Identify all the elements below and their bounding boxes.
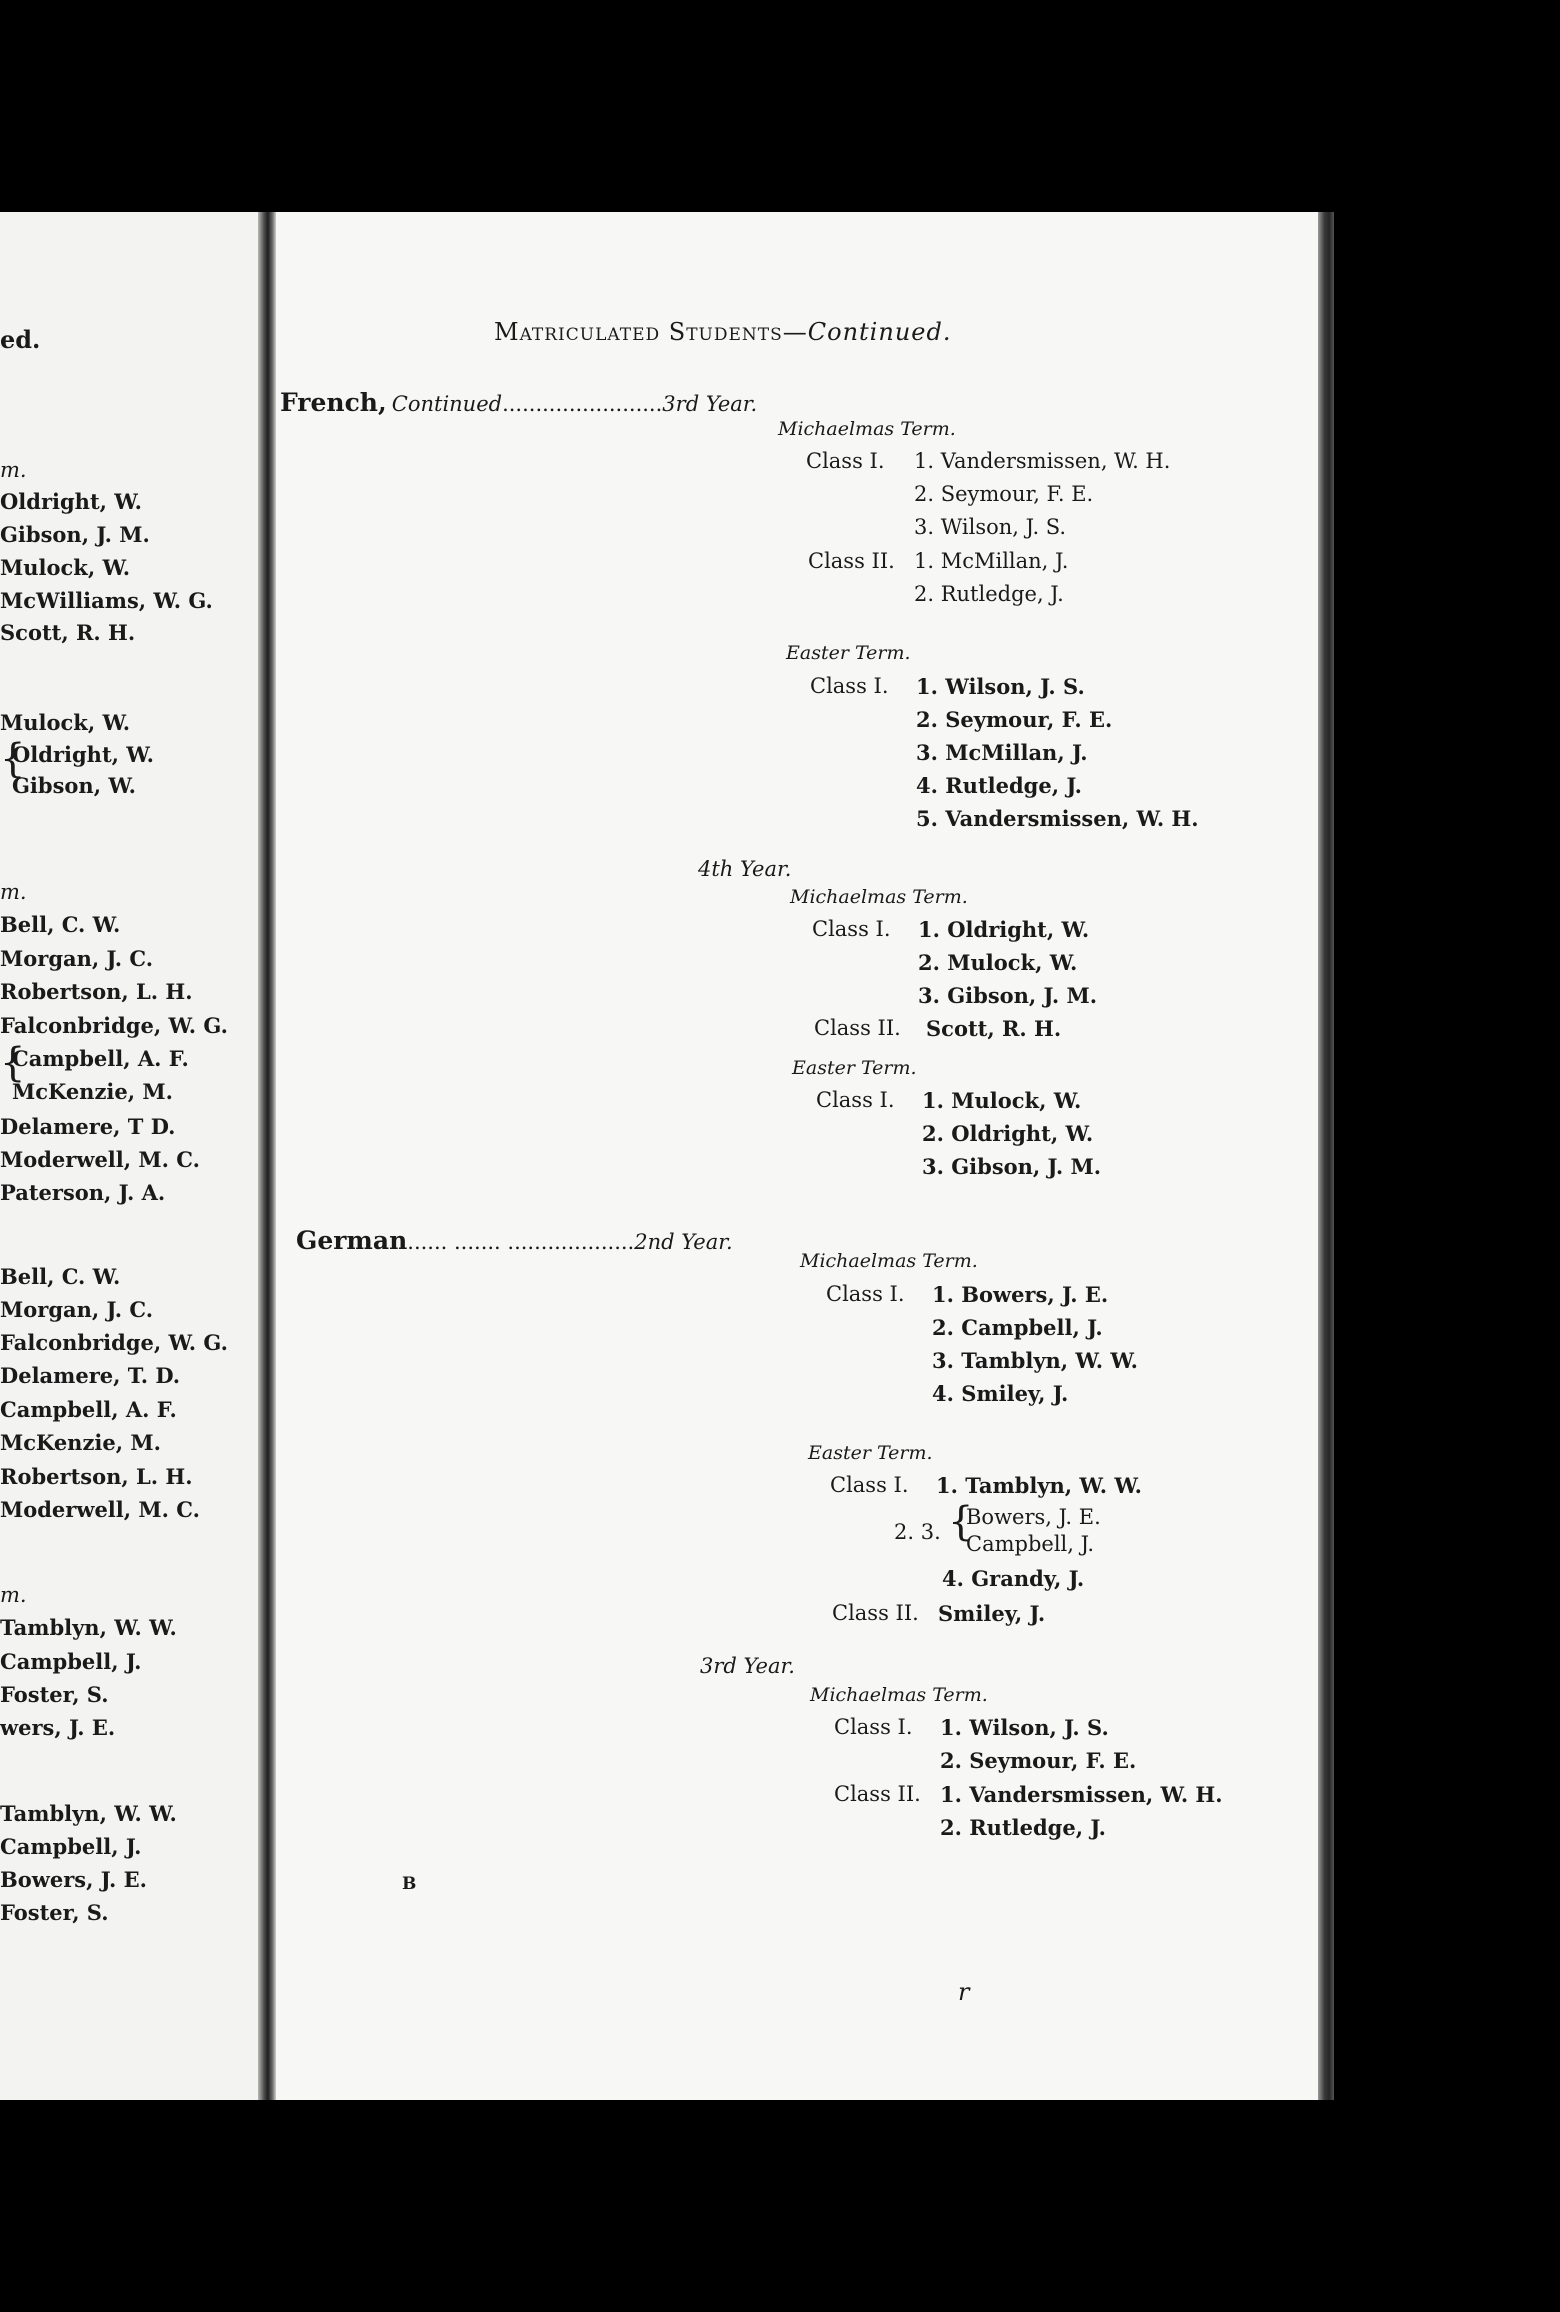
page-edge bbox=[1318, 212, 1334, 2100]
page-header bbox=[494, 318, 951, 346]
left-line: Oldright, W. bbox=[12, 742, 154, 767]
left-line: Foster, S. bbox=[0, 1900, 109, 1925]
ranked-name: 4. Smiley, J. bbox=[932, 1381, 1069, 1406]
term-label: Easter Term. bbox=[792, 1057, 917, 1079]
ranked-name: 1. McMillan, J. bbox=[914, 549, 1069, 573]
left-line: Falconbridge, W. G. bbox=[0, 1330, 228, 1355]
left-line: Bell, C. W. bbox=[0, 1264, 121, 1289]
ranked-name: 2. Seymour, F. E. bbox=[916, 707, 1113, 732]
year-label: 2nd Year. bbox=[634, 1230, 733, 1254]
ranked-name: 3. McMillan, J. bbox=[916, 740, 1088, 765]
header-title: Matriculated Students bbox=[494, 318, 783, 346]
ranked-name: 3. Gibson, J. M. bbox=[922, 1154, 1102, 1179]
term-label: Michaelmas Term. bbox=[778, 418, 956, 440]
left-line: m. bbox=[0, 458, 27, 482]
left-line: Tamblyn, W. W. bbox=[0, 1615, 177, 1640]
term-label: Easter Term. bbox=[808, 1442, 933, 1464]
ranked-name: 2. Seymour, F. E. bbox=[914, 482, 1094, 506]
german-heading-line bbox=[296, 1226, 733, 1255]
tie-label: 2. 3. bbox=[894, 1520, 941, 1544]
ranked-name: 2. Seymour, F. E. bbox=[940, 1748, 1137, 1773]
ranked-name: 2. Oldright, W. bbox=[922, 1121, 1094, 1146]
right-page bbox=[276, 212, 1318, 2100]
leader-dots: ...... ....... ................... bbox=[407, 1230, 635, 1254]
class-label: Class I. bbox=[830, 1473, 909, 1497]
ranked-name: 4. Grandy, J. bbox=[942, 1566, 1085, 1591]
left-line: Robertson, L. H. bbox=[0, 979, 193, 1004]
left-top-fragment: ed. bbox=[0, 325, 41, 354]
left-brace: { bbox=[0, 736, 26, 782]
term-label: Michaelmas Term. bbox=[790, 886, 968, 908]
ranked-name: Smiley, J. bbox=[938, 1601, 1046, 1626]
class-label: Class I. bbox=[806, 449, 885, 473]
class-label: Class I. bbox=[826, 1282, 905, 1306]
left-line: McWilliams, W. G. bbox=[0, 588, 213, 613]
page-mark: r bbox=[958, 1978, 970, 2006]
year-label: 3rd Year. bbox=[700, 1654, 795, 1678]
left-line: Campbell, J. bbox=[0, 1649, 142, 1674]
ranked-name: 1. Tamblyn, W. W. bbox=[936, 1473, 1142, 1498]
ranked-name: 1. Mulock, W. bbox=[922, 1088, 1082, 1113]
left-line: Campbell, A. F. bbox=[12, 1046, 189, 1071]
ranked-name: 4. Rutledge, J. bbox=[916, 773, 1082, 798]
left-line: Bell, C. W. bbox=[0, 912, 121, 937]
book-gutter bbox=[258, 212, 276, 2100]
ranked-name: 2. Rutledge, J. bbox=[914, 582, 1064, 606]
header-continued: Continued. bbox=[807, 318, 952, 346]
left-line: Falconbridge, W. G. bbox=[0, 1013, 228, 1038]
left-line: Oldright, W. bbox=[0, 489, 142, 514]
left-line: McKenzie, M. bbox=[12, 1079, 173, 1104]
left-line: Bowers, J. E. bbox=[0, 1867, 147, 1892]
left-line: m. bbox=[0, 880, 27, 904]
left-line: Paterson, J. A. bbox=[0, 1180, 166, 1205]
year-label: 4th Year. bbox=[698, 857, 792, 881]
left-line: Mulock, W. bbox=[0, 710, 131, 735]
left-line: Moderwell, M. C. bbox=[0, 1147, 200, 1172]
ranked-name: 3. Wilson, J. S. bbox=[914, 515, 1067, 539]
left-line: Campbell, A. F. bbox=[0, 1397, 177, 1422]
class-label: Class II. bbox=[834, 1782, 921, 1806]
term-label: Michaelmas Term. bbox=[800, 1250, 978, 1272]
left-line: Delamere, T D. bbox=[0, 1114, 176, 1139]
left-line: Gibson, W. bbox=[12, 773, 136, 798]
class-label: Class I. bbox=[810, 674, 889, 698]
left-line: Morgan, J. C. bbox=[0, 946, 154, 971]
french-subject: French, bbox=[280, 388, 387, 417]
leader-dots: ........................ bbox=[502, 392, 663, 416]
ranked-name: 1. Bowers, J. E. bbox=[932, 1282, 1109, 1307]
class-label: Class I. bbox=[816, 1088, 895, 1112]
german-subject: German bbox=[296, 1226, 408, 1255]
tie-brace: { bbox=[948, 1499, 974, 1545]
class-label: Class II. bbox=[832, 1601, 919, 1625]
term-label: Easter Term. bbox=[786, 642, 911, 664]
ranked-name: 3. Tamblyn, W. W. bbox=[932, 1348, 1138, 1373]
left-line: Moderwell, M. C. bbox=[0, 1497, 200, 1522]
class-label: Class II. bbox=[808, 549, 895, 573]
left-page bbox=[0, 212, 258, 2100]
class-label: Class I. bbox=[834, 1715, 913, 1739]
signature-mark: B bbox=[402, 1874, 417, 1894]
left-line: wers, J. E. bbox=[0, 1715, 116, 1740]
ranked-name: 1. Wilson, J. S. bbox=[916, 674, 1085, 699]
ranked-name: 1. Vandersmissen, W. H. bbox=[940, 1782, 1223, 1807]
french-heading-line bbox=[280, 388, 757, 417]
left-line: Campbell, J. bbox=[0, 1834, 142, 1859]
class-label: Class II. bbox=[814, 1016, 901, 1040]
left-line: Delamere, T. D. bbox=[0, 1363, 181, 1388]
ranked-name: 1. Wilson, J. S. bbox=[940, 1715, 1109, 1740]
left-line: Morgan, J. C. bbox=[0, 1297, 154, 1322]
left-line: Scott, R. H. bbox=[0, 620, 136, 645]
ranked-name: Bowers, J. E. bbox=[966, 1505, 1101, 1529]
header-dash: — bbox=[782, 318, 808, 346]
class-label: Class I. bbox=[812, 917, 891, 941]
left-line: Tamblyn, W. W. bbox=[0, 1801, 177, 1826]
left-line: Mulock, W. bbox=[0, 555, 131, 580]
french-continued: Continued bbox=[391, 392, 503, 416]
ranked-name: Campbell, J. bbox=[966, 1532, 1095, 1556]
term-label: Michaelmas Term. bbox=[810, 1684, 988, 1706]
ranked-name: 5. Vandersmissen, W. H. bbox=[916, 806, 1199, 831]
ranked-name: 3. Gibson, J. M. bbox=[918, 983, 1098, 1008]
left-line: m. bbox=[0, 1583, 27, 1607]
ranked-name: 1. Vandersmissen, W. H. bbox=[914, 449, 1171, 473]
left-line: McKenzie, M. bbox=[0, 1430, 161, 1455]
ranked-name: Scott, R. H. bbox=[926, 1016, 1062, 1041]
ranked-name: 1. Oldright, W. bbox=[918, 917, 1090, 942]
left-brace: { bbox=[0, 1040, 26, 1086]
left-line: Gibson, J. M. bbox=[0, 522, 150, 547]
ranked-name: 2. Rutledge, J. bbox=[940, 1815, 1106, 1840]
left-line: Foster, S. bbox=[0, 1682, 109, 1707]
left-line: Robertson, L. H. bbox=[0, 1464, 193, 1489]
ranked-name: 2. Campbell, J. bbox=[932, 1315, 1103, 1340]
ranked-name: 2. Mulock, W. bbox=[918, 950, 1078, 975]
year-label: 3rd Year. bbox=[662, 392, 758, 416]
